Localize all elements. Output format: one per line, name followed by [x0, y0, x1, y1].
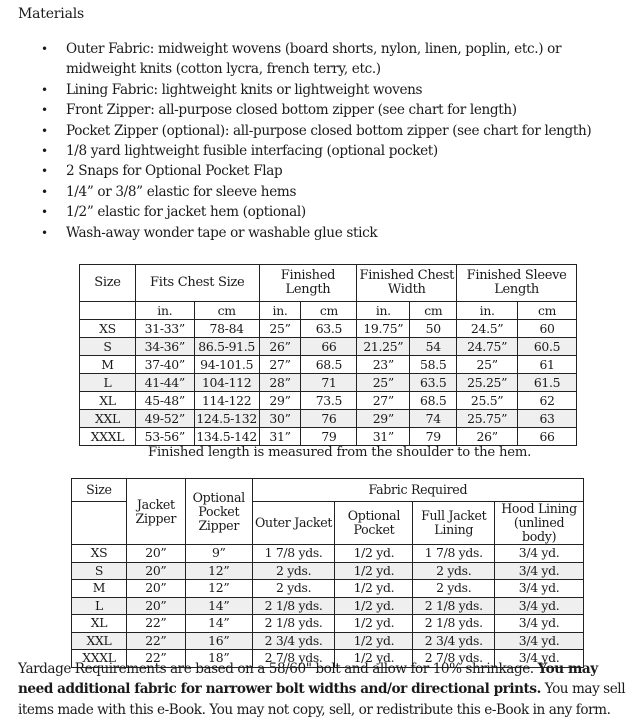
cell-width-cm: 79 — [410, 428, 457, 446]
cell-pocket-zipper: 9” — [185, 545, 252, 563]
table-row — [80, 338, 577, 356]
cell-length-in: 25” — [259, 320, 301, 338]
unit-in: in. — [457, 302, 518, 320]
cell-width-cm: 54 — [410, 338, 457, 356]
cell-sleeve-in: 25.75” — [457, 410, 518, 428]
cell-pocket-zipper: 12” — [185, 580, 252, 598]
list-item: • Pocket Zipper (optional): all-purpose closed bottom zipper (see chart for length) — [0, 121, 620, 141]
cell-length-in: 26” — [259, 338, 301, 356]
cell-chest-in: 34-36” — [135, 338, 194, 356]
cell-size: L — [80, 374, 136, 392]
table-row — [80, 374, 577, 392]
cell-size: S — [72, 562, 127, 580]
cell-pocket-zipper: 16” — [185, 632, 252, 650]
cell-jacket-zipper: 20” — [126, 562, 185, 580]
cell-lining: 2 3/4 yds. — [413, 632, 495, 650]
cell-length-in: 30” — [259, 410, 301, 428]
cell-width-in: 27” — [357, 392, 410, 410]
table-row — [72, 632, 584, 650]
cell-sleeve-cm: 61.5 — [518, 374, 577, 392]
cell-size: XXXL — [72, 650, 127, 668]
table-row — [72, 562, 584, 580]
cell-chest-cm: 124.5-132 — [194, 410, 259, 428]
yardage-note: Yardage Requirements are based on a 58/60" bolt and allow for 10% shrinkage. You may need additional fabric for narrower bolt widths and/or directional prints. You may sell items made with this e-Book. You may not copy, sell, or redistribute this e-Book in any form. — [18, 661, 626, 718]
cell-length-in: 27” — [259, 356, 301, 374]
bullet-icon: • — [41, 42, 48, 56]
cell-hood: 3/4 yd. — [495, 632, 584, 650]
list-item: • 1/2” elastic for jacket hem (optional) — [0, 202, 620, 222]
cell-length-cm: 79 — [301, 428, 357, 446]
table-row — [72, 615, 584, 633]
cell-size: XL — [72, 615, 127, 633]
cell-outer: 2 7/8 yds. — [252, 650, 335, 668]
cell-jacket-zipper: 20” — [126, 545, 185, 563]
cell-pocket-zipper: 14” — [185, 615, 252, 633]
cell-length-cm: 66 — [301, 338, 357, 356]
cell-outer: 2 1/8 yds. — [252, 597, 335, 615]
bullet-icon: • — [41, 82, 48, 97]
cell-chest-cm: 94-101.5 — [194, 356, 259, 374]
cell-jacket-zipper: 22” — [126, 615, 185, 633]
cell-chest-cm: 86.5-91.5 — [194, 338, 259, 356]
cell-lining: 2 1/8 yds. — [413, 615, 495, 633]
cell-hood: 3/4 yd. — [495, 615, 584, 633]
cell-length-cm: 76 — [301, 410, 357, 428]
header-optional-pocket: Optional Pocket — [335, 502, 413, 545]
cell-chest-cm: 104-112 — [194, 374, 259, 392]
cell-outer: 2 1/8 yds. — [252, 615, 335, 633]
table-row — [80, 356, 577, 374]
cell-jacket-zipper: 20” — [126, 597, 185, 615]
unit-in: in. — [135, 302, 194, 320]
header-size: Size — [80, 265, 136, 302]
cell-hood: 3/4 yd. — [495, 580, 584, 598]
list-item: • Front Zipper: all-purpose closed bottom zipper (see chart for length) — [0, 100, 620, 120]
cell-width-in: 29” — [357, 410, 410, 428]
list-item: • 1/4” or 3/8” elastic for sleeve hems — [0, 182, 620, 202]
header-fabric-required: Fabric Required — [252, 479, 583, 502]
cell-chest-cm: 114-122 — [194, 392, 259, 410]
cell-width-cm: 74 — [410, 410, 457, 428]
header-full-jacket-lining: Full Jacket Lining — [413, 502, 495, 545]
list-item: • 1/8 yard lightweight fusible interfacing (optional pocket) — [0, 141, 620, 161]
header-outer-jacket: Outer Jacket — [252, 502, 335, 545]
cell-size: XXL — [80, 410, 136, 428]
yardage-note-bold: You may need additional fabric for narrower bolt widths and/or directional prints. — [18, 661, 598, 698]
cell-pocket: 1/2 yd. — [335, 545, 413, 563]
cell-lining: 2 7/8 yds. — [413, 650, 495, 668]
cell-sleeve-cm: 63 — [518, 410, 577, 428]
cell-sleeve-in: 24.75” — [457, 338, 518, 356]
header-hood-lining: Hood Lining (unlined body) — [495, 502, 584, 545]
list-item: • Wash-away wonder tape or washable glue stick — [0, 223, 620, 243]
cell-outer: 1 7/8 yds. — [252, 545, 335, 563]
cell-length-in: 29” — [259, 392, 301, 410]
cell-width-in: 23” — [357, 356, 410, 374]
cell-jacket-zipper: 20” — [126, 580, 185, 598]
header-empty — [72, 502, 127, 545]
cell-length-cm: 73.5 — [301, 392, 357, 410]
cell-chest-in: 53-56” — [135, 428, 194, 446]
cell-chest-in: 41-44” — [135, 374, 194, 392]
cell-pocket: 1/2 yd. — [335, 632, 413, 650]
cell-length-in: 31” — [259, 428, 301, 446]
table-row — [80, 428, 577, 446]
list-item: • Outer Fabric: midweight wovens (board shorts, nylon, linen, poplin, etc.) or midweight knits (cotton lycra, french terry, etc.) — [41, 41, 562, 78]
cell-size: XS — [80, 320, 136, 338]
cell-pocket: 1/2 yd. — [335, 562, 413, 580]
cell-sleeve-in: 26” — [457, 428, 518, 446]
list-item: • 2 Snaps for Optional Pocket Flap — [0, 161, 620, 181]
cell-size: M — [80, 356, 136, 374]
cell-length-in: 28” — [259, 374, 301, 392]
bullet-icon: • — [41, 164, 48, 179]
cell-sleeve-in: 25.5” — [457, 392, 518, 410]
table-row — [80, 410, 577, 428]
bullet-icon: • — [41, 225, 48, 240]
size-chart-table — [79, 264, 577, 446]
cell-width-in: 25” — [357, 374, 410, 392]
cell-sleeve-cm: 66 — [518, 428, 577, 446]
cell-outer: 2 yds. — [252, 562, 335, 580]
unit-cm: cm — [518, 302, 577, 320]
cell-pocket: 1/2 yd. — [335, 650, 413, 668]
bullet-icon: • — [41, 144, 48, 159]
cell-width-cm: 68.5 — [410, 392, 457, 410]
cell-chest-in: 31-33” — [135, 320, 194, 338]
table-row — [80, 320, 577, 338]
cell-jacket-zipper: 22” — [126, 632, 185, 650]
cell-hood: 3/4 yd. — [495, 562, 584, 580]
materials-list — [0, 39, 620, 243]
table-row — [72, 597, 584, 615]
cell-size: XXXL — [80, 428, 136, 446]
cell-sleeve-in: 24.5” — [457, 320, 518, 338]
cell-width-cm: 50 — [410, 320, 457, 338]
cell-outer: 2 3/4 yds. — [252, 632, 335, 650]
cell-pocket: 1/2 yd. — [335, 580, 413, 598]
list-item: • Lining Fabric: lightweight knits or lightweight wovens — [0, 80, 620, 100]
cell-pocket-zipper: 14” — [185, 597, 252, 615]
cell-length-cm: 71 — [301, 374, 357, 392]
cell-sleeve-cm: 62 — [518, 392, 577, 410]
bullet-icon: • — [41, 184, 48, 199]
unit-in: in. — [357, 302, 410, 320]
cell-sleeve-cm: 60.5 — [518, 338, 577, 356]
cell-jacket-zipper: 22” — [126, 650, 185, 668]
cell-chest-cm: 78-84 — [194, 320, 259, 338]
unit-empty — [80, 302, 136, 320]
cell-size: XL — [80, 392, 136, 410]
cell-sleeve-cm: 61 — [518, 356, 577, 374]
cell-width-cm: 63.5 — [410, 374, 457, 392]
cell-hood: 3/4 yd. — [495, 597, 584, 615]
cell-size: XXL — [72, 632, 127, 650]
header-size: Size — [72, 479, 127, 502]
cell-width-in: 19.75” — [357, 320, 410, 338]
table-row — [72, 580, 584, 598]
cell-length-cm: 68.5 — [301, 356, 357, 374]
cell-chest-in: 45-48” — [135, 392, 194, 410]
unit-in: in. — [259, 302, 301, 320]
cell-lining: 2 yds. — [413, 580, 495, 598]
cell-sleeve-cm: 60 — [518, 320, 577, 338]
bullet-icon: • — [41, 205, 48, 220]
unit-cm: cm — [410, 302, 457, 320]
cell-pocket: 1/2 yd. — [335, 597, 413, 615]
unit-cm: cm — [194, 302, 259, 320]
table-row — [72, 545, 584, 563]
cell-lining: 2 1/8 yds. — [413, 597, 495, 615]
cell-chest-in: 37-40” — [135, 356, 194, 374]
cell-size: M — [72, 580, 127, 598]
bullet-icon: • — [41, 103, 48, 118]
cell-width-in: 21.25” — [357, 338, 410, 356]
size-chart-caption: Finished length is measured from the shoulder to the hem. — [148, 445, 532, 460]
cell-sleeve-in: 25.25” — [457, 374, 518, 392]
cell-hood: 3/4 yd. — [495, 650, 584, 668]
header-finished-sleeve-length: Finished Sleeve Length — [457, 265, 577, 302]
cell-chest-in: 49-52” — [135, 410, 194, 428]
cell-sleeve-in: 25” — [457, 356, 518, 374]
cell-size: XS — [72, 545, 127, 563]
header-jacket-zipper: Jacket Zipper — [126, 479, 185, 545]
bullet-icon: • — [41, 123, 48, 138]
cell-lining: 2 yds. — [413, 562, 495, 580]
table-row — [80, 392, 577, 410]
cell-pocket-zipper: 18” — [185, 650, 252, 668]
cell-width-in: 31” — [357, 428, 410, 446]
cell-pocket-zipper: 12” — [185, 562, 252, 580]
cell-size: S — [80, 338, 136, 356]
cell-width-cm: 58.5 — [410, 356, 457, 374]
cell-length-cm: 63.5 — [301, 320, 357, 338]
materials-heading: Materials — [18, 6, 84, 22]
header-finished-chest-width: Finished Chest Width — [357, 265, 457, 302]
fabric-chart-table — [71, 478, 584, 668]
cell-hood: 3/4 yd. — [495, 545, 584, 563]
cell-outer: 2 yds. — [252, 580, 335, 598]
unit-cm: cm — [301, 302, 357, 320]
cell-lining: 1 7/8 yds. — [413, 545, 495, 563]
header-chest-size: Fits Chest Size — [135, 265, 259, 302]
cell-chest-cm: 134.5-142 — [194, 428, 259, 446]
cell-size: L — [72, 597, 127, 615]
header-finished-length: Finished Length — [259, 265, 357, 302]
header-pocket-zipper: Optional Pocket Zipper — [185, 479, 252, 545]
cell-pocket: 1/2 yd. — [335, 615, 413, 633]
